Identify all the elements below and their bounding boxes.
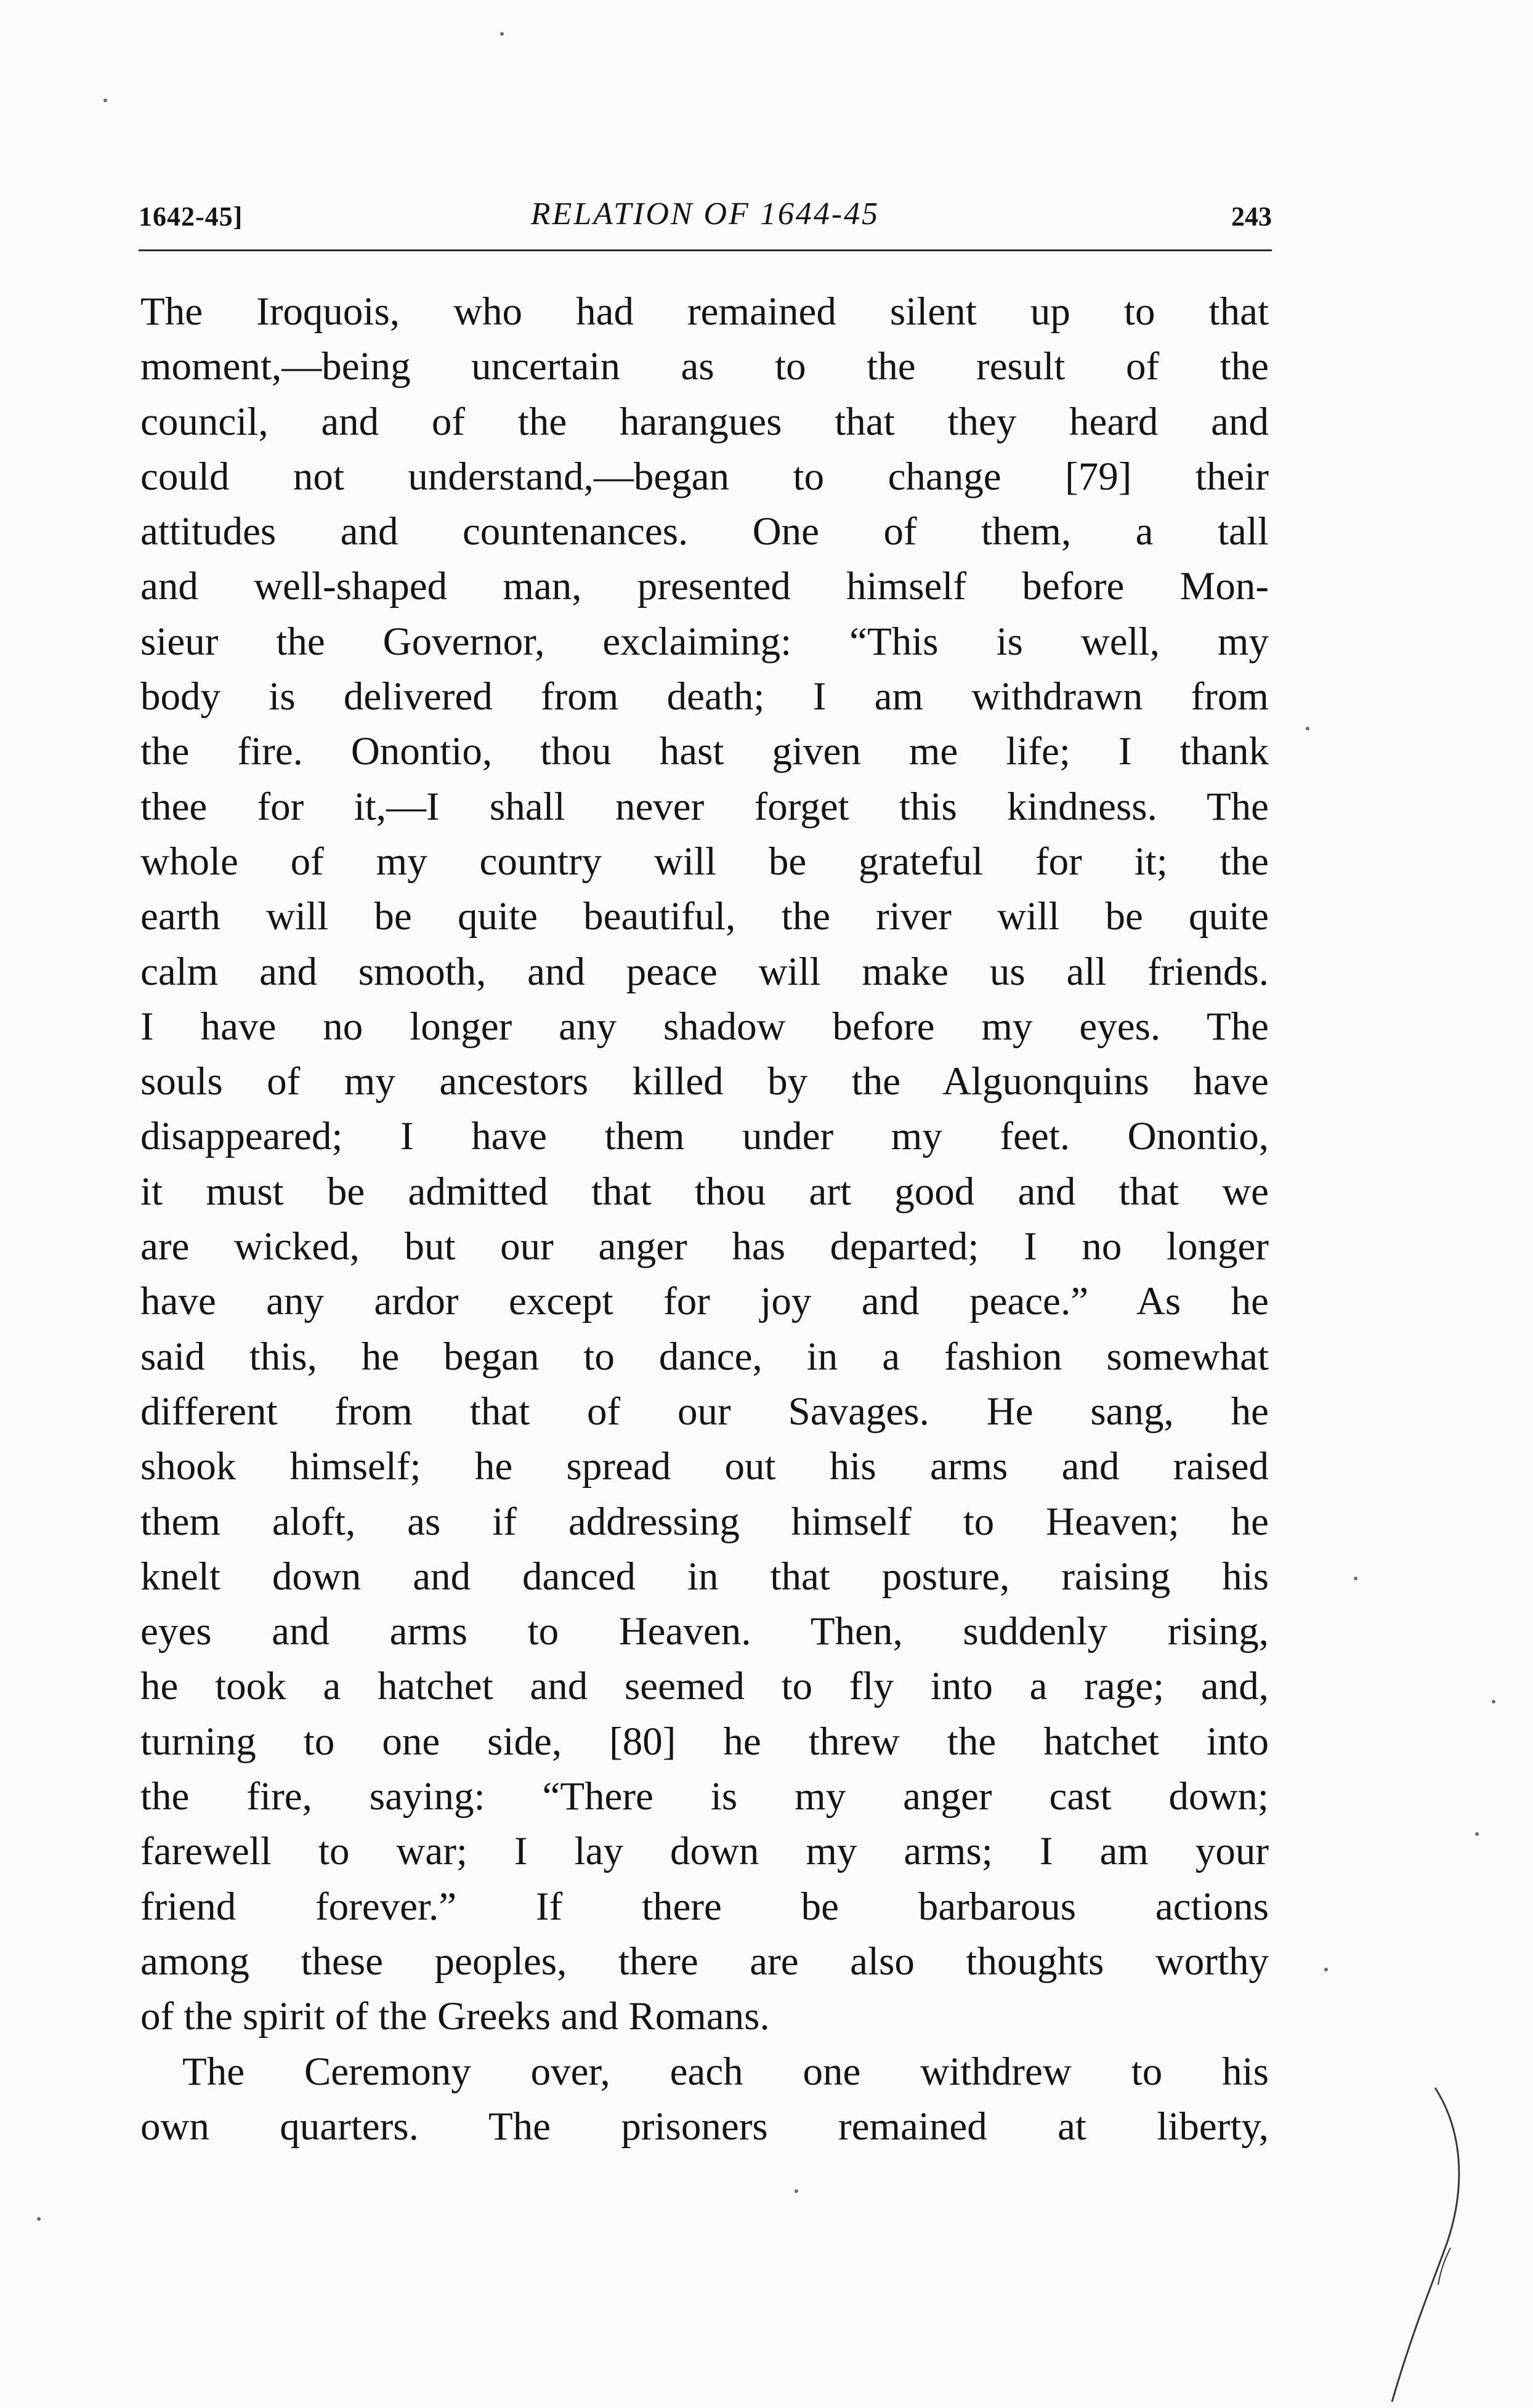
text-line: different from that of our Savages. He sang, he [140,1389,1269,1434]
text-line: among these peoples, there are also thoughts worthy [140,1939,1269,1984]
scan-speck [1492,1700,1495,1703]
text-line: and well-shaped man, presented himself before Mon- [140,564,1269,609]
text-line: the fire, saying: “There is my anger cast down; [140,1774,1269,1819]
text-line: of the spirit of the Greeks and Romans. [140,1994,770,2039]
scan-speck [37,2217,41,2221]
text-line: earth will be quite beautiful, the river will be quite [140,894,1269,939]
text-line: it must be admitted that thou art good and that we [140,1169,1269,1214]
header-rule [139,249,1272,251]
text-line: council, and of the harangues that they heard and [140,399,1269,444]
text-line: moment,—being uncertain as to the result of the [140,344,1269,389]
text-line: sieur the Governor, exclaiming: “This is well, my [140,619,1269,664]
text-line: them aloft, as if addressing himself to Heaven; he [140,1499,1269,1544]
text-line: shook himself; he spread out his arms and raised [140,1444,1269,1489]
scan-speck [1354,1577,1357,1580]
margin-scratch [1355,2082,1478,2408]
scan-speck [103,99,107,102]
text-line: have any ardor except for joy and peace.” As he [140,1279,1269,1324]
text-line: disappeared; I have them under my feet. Onontio, [140,1114,1269,1159]
scan-speck [795,2189,798,2193]
running-head-date-range: 1642-45] [139,201,243,232]
text-line: knelt down and danced in that posture, raising his [140,1554,1269,1599]
scan-speck [500,32,504,36]
scan-speck [1324,1968,1328,1971]
text-line: calm and smooth, and peace will make us all friends. [140,949,1269,994]
scan-speck [1475,1832,1479,1836]
text-line: body is delivered from death; I am withdrawn from [140,674,1269,719]
text-line: whole of my country will be grateful for it; the [140,839,1269,884]
running-head-title: RELATION OF 1644-45 [530,196,880,232]
text-line: the fire. Onontio, thou hast given me life; I thank [140,729,1269,774]
text-line: souls of my ancestors killed by the Alguonquins have [140,1059,1269,1104]
text-line: he took a hatchet and seemed to fly into a rage; and, [140,1664,1269,1709]
text-line: turning to one side, [80] he threw the hatchet into [140,1719,1269,1764]
page-number: 243 [1231,201,1272,232]
text-line: could not understand,—began to change [79] their [140,454,1269,499]
text-line: The Ceremony over, each one withdrew to his [182,2049,1269,2094]
text-line: farewell to war; I lay down my arms; I am your [140,1829,1269,1874]
text-line: friend forever.” If there be barbarous actions [140,1884,1269,1929]
text-line: attitudes and countenances. One of them, a tall [140,509,1269,554]
text-line: thee for it,—I shall never forget this kindness. The [140,784,1269,829]
text-line: are wicked, but our anger has departed; I no longer [140,1224,1269,1269]
text-line: I have no longer any shadow before my eyes. The [140,1004,1269,1049]
text-line: The Iroquois, who had remained silent up to that [140,289,1269,334]
body-text [140,285,1269,2154]
running-head [139,196,1272,239]
text-line: said this, he began to dance, in a fashion somewhat [140,1334,1269,1379]
text-line: eyes and arms to Heaven. Then, suddenly rising, [140,1609,1269,1654]
scan-speck [1306,727,1309,730]
text-line: own quarters. The prisoners remained at liberty, [140,2104,1269,2149]
